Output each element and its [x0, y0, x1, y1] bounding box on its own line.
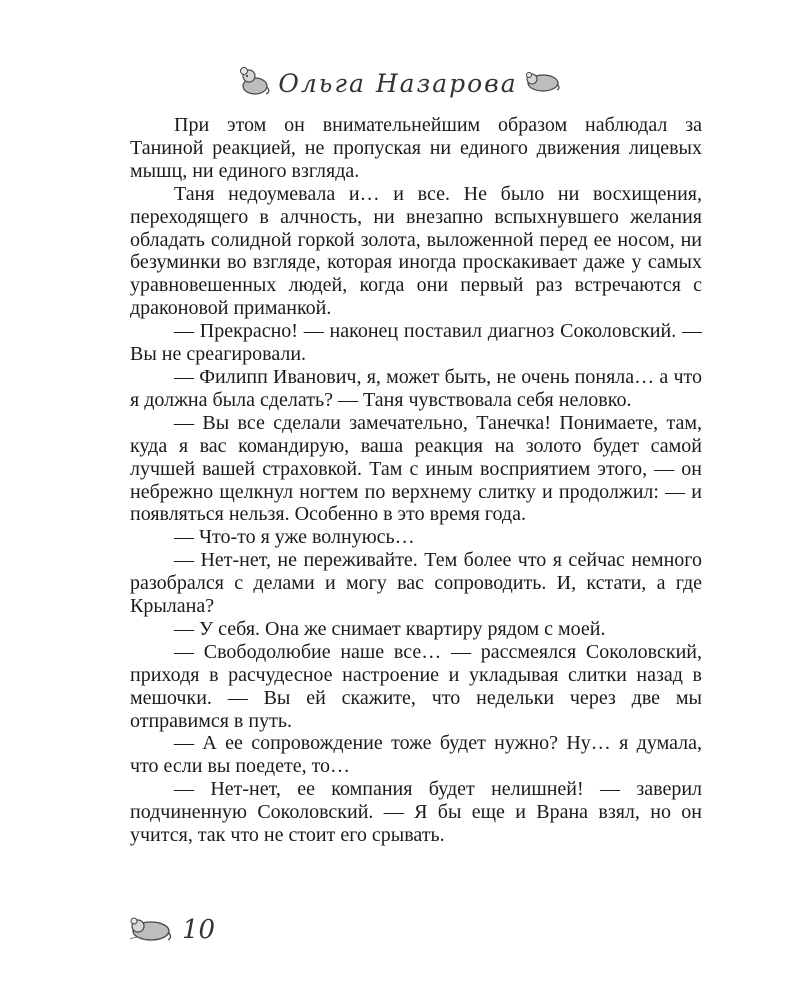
page-number: 10 — [182, 915, 216, 945]
paragraph: — Свободолюбие наше все… — рассмеялся Соколовский, приходя в расчудесное настроение и укладывая слитки назад в мешочки. — Вы ей скажите, что недельки через две мы отправимся в путь. — [130, 640, 702, 732]
paragraph: — Прекрасно! — наконец поставил диагноз Соколовский. — Вы не среагировали. — [130, 320, 702, 366]
paragraph: — Филипп Иванович, я, может быть, не очень поняла… а что я должна была сделать? — Таня чувствовала себя неловко. — [130, 365, 702, 411]
paragraph: Таня недоумевала и… и все. Не было ни восхищения, переходящего в алчность, ни внезапно вспыхнувшего желания обладать солидной горкой золота, выложенной перед ее носом, ни безуминки во взгляде, которая иногда проскакивает даже у самых уравновешенных людей, когда они первый раз встречаются с драконовой приманкой. — [130, 182, 702, 320]
paragraph: — У себя. Она же снимает квартиру рядом с моей. — [174, 617, 606, 640]
page-body — [130, 114, 702, 847]
mouse-icon — [238, 66, 272, 100]
paragraph: При этом он внимательнейшим образом наблюдал за Таниной реакцией, не пропуская ни единого движения лицевых мышц, ни единого взгляда. — [130, 114, 702, 182]
running-header — [0, 60, 800, 106]
paragraph: — Что-то я уже волнуюсь… — [174, 526, 415, 549]
paragraph: — Вы все сделали замечательно, Танечка! Понимаете, там, куда я вас командирую, ваша реакция на золото будет самой лучшей вашей страховкой. Там с иным восприятием этого, — он небрежно щелкнул ногтем по верхнему слитку и продолжил: — и появляться нельзя. Особенно в это время года. — [130, 411, 702, 526]
page-footer — [128, 910, 215, 950]
sleeping-mouse-icon — [524, 69, 562, 97]
paragraph: — Нет-нет, ее компания будет нелишней! — заверил подчиненную Соколовский. — Я бы еще и Врана взял, но он учится, так что не стоит его срывать. — [130, 778, 702, 847]
paragraph: — Нет-нет, не переживайте. Тем более что я сейчас немного разобрался с делами и могу вас сопроводить. И, кстати, а где Крылана? — [130, 549, 702, 618]
sleeping-mouse-icon — [128, 913, 174, 947]
paragraph: — А ее сопровождение тоже будет нужно? Ну… я думала, что если вы поедете, то… — [130, 732, 702, 778]
author-name: Ольга Назарова — [278, 68, 518, 98]
